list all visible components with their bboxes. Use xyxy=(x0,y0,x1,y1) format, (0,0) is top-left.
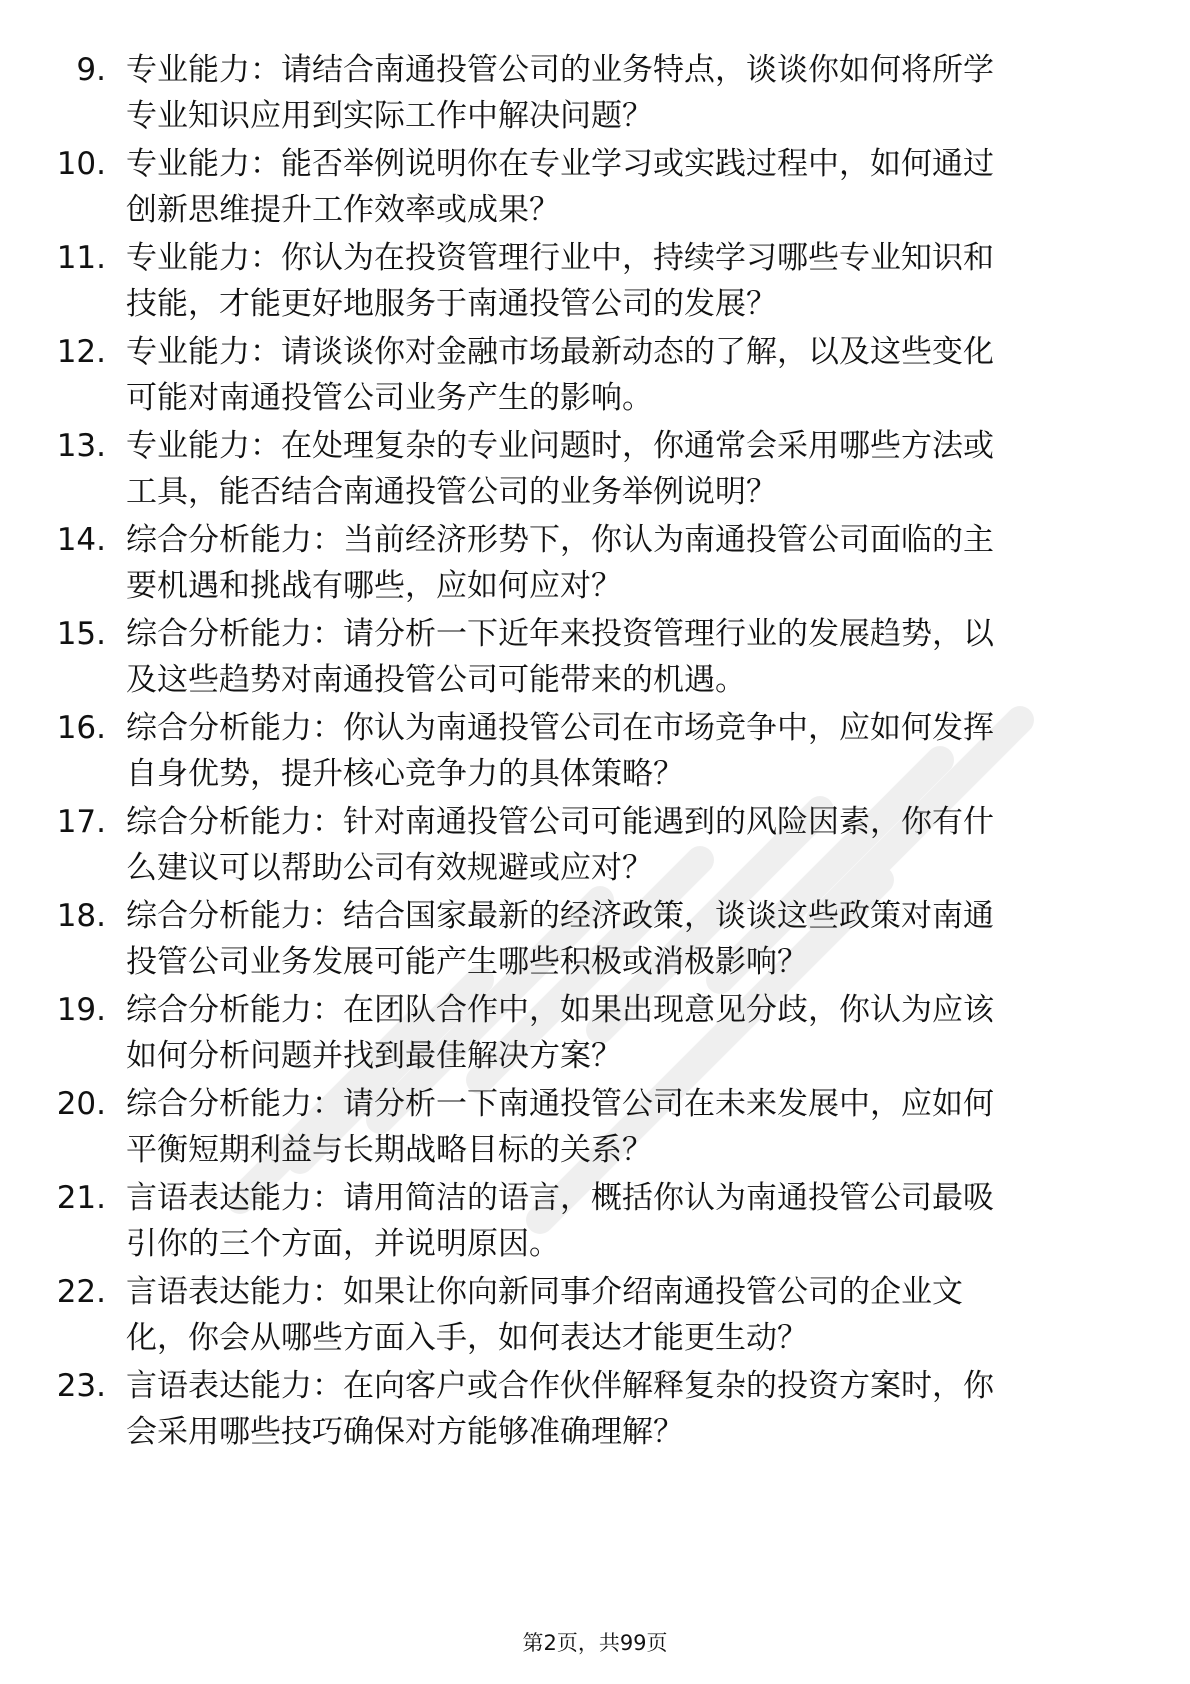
question-item xyxy=(0,47,1190,147)
question-line: 专业能力：在处理复杂的专业问题时，你通常会采用哪些方法或 xyxy=(126,428,994,464)
question-number: 12. xyxy=(56,334,106,370)
question-line: 综合分析能力：在团队合作中，如果出现意见分歧，你认为应该 xyxy=(126,992,994,1028)
question-number: 16. xyxy=(56,710,106,746)
question-item xyxy=(0,1175,1190,1275)
question-text xyxy=(126,141,1126,233)
question-text xyxy=(126,987,1126,1079)
question-text xyxy=(126,799,1126,891)
question-line: 工具，能否结合南通投管公司的业务举例说明？ xyxy=(126,474,777,510)
question-line: 如何分析问题并找到最佳解决方案？ xyxy=(126,1038,622,1074)
question-item xyxy=(0,1363,1190,1463)
question-line: 可能对南通投管公司业务产生的影响。 xyxy=(126,380,653,416)
question-item xyxy=(0,1269,1190,1369)
question-line: 要机遇和挑战有哪些，应如何应对？ xyxy=(126,568,622,604)
question-line: 综合分析能力：结合国家最新的经济政策，谈谈这些政策对南通 xyxy=(126,898,994,934)
question-item xyxy=(0,1081,1190,1181)
question-item xyxy=(0,141,1190,241)
question-line: 引你的三个方面，并说明原因。 xyxy=(126,1226,560,1262)
question-number: 21. xyxy=(56,1180,106,1216)
question-number: 11. xyxy=(56,240,106,276)
question-number: 10. xyxy=(56,146,106,182)
question-line: 平衡短期利益与长期战略目标的关系？ xyxy=(126,1132,653,1168)
question-line: 自身优势，提升核心竞争力的具体策略？ xyxy=(126,756,684,792)
question-line: 投管公司业务发展可能产生哪些积极或消极影响？ xyxy=(126,944,808,980)
question-item xyxy=(0,987,1190,1087)
question-number: 23. xyxy=(56,1368,106,1404)
question-item xyxy=(0,705,1190,805)
question-line: 专业能力：能否举例说明你在专业学习或实践过程中，如何通过 xyxy=(126,146,994,182)
question-item xyxy=(0,329,1190,429)
question-number: 13. xyxy=(56,428,106,464)
question-line: 么建议可以帮助公司有效规避或应对？ xyxy=(126,850,653,886)
question-line: 专业能力：请结合南通投管公司的业务特点，谈谈你如何将所学 xyxy=(126,52,994,88)
question-item xyxy=(0,799,1190,899)
question-line: 专业能力：请谈谈你对金融市场最新动态的了解，以及这些变化 xyxy=(126,334,994,370)
question-item xyxy=(0,517,1190,617)
question-line: 技能，才能更好地服务于南通投管公司的发展？ xyxy=(126,286,777,322)
question-number: 18. xyxy=(56,898,106,934)
question-number: 22. xyxy=(56,1274,106,1310)
question-text xyxy=(126,893,1126,985)
question-number: 9. xyxy=(76,52,106,88)
question-text xyxy=(126,1081,1126,1173)
question-line: 综合分析能力：针对南通投管公司可能遇到的风险因素，你有什 xyxy=(126,804,994,840)
question-line: 综合分析能力：你认为南通投管公司在市场竞争中，应如何发挥 xyxy=(126,710,994,746)
question-line: 言语表达能力：如果让你向新同事介绍南通投管公司的企业文 xyxy=(126,1274,963,1310)
question-line: 综合分析能力：请分析一下近年来投资管理行业的发展趋势，以 xyxy=(126,616,994,652)
question-text xyxy=(126,611,1126,703)
question-text xyxy=(126,1269,1126,1361)
question-line: 言语表达能力：在向客户或合作伙伴解释复杂的投资方案时，你 xyxy=(126,1368,994,1404)
question-line: 综合分析能力：当前经济形势下，你认为南通投管公司面临的主 xyxy=(126,522,994,558)
question-number: 17. xyxy=(56,804,106,840)
question-number: 19. xyxy=(56,992,106,1028)
page-footer: 第2页，共99页 xyxy=(522,1631,668,1655)
question-text xyxy=(126,423,1126,515)
question-number: 14. xyxy=(56,522,106,558)
question-text xyxy=(126,329,1126,421)
question-number: 15. xyxy=(56,616,106,652)
question-text xyxy=(126,1363,1126,1455)
question-line: 言语表达能力：请用简洁的语言，概括你认为南通投管公司最吸 xyxy=(126,1180,994,1216)
question-text xyxy=(126,47,1126,139)
question-item xyxy=(0,893,1190,993)
question-number: 20. xyxy=(56,1086,106,1122)
question-line: 专业能力：你认为在投资管理行业中，持续学习哪些专业知识和 xyxy=(126,240,994,276)
question-line: 综合分析能力：请分析一下南通投管公司在未来发展中，应如何 xyxy=(126,1086,994,1122)
question-text xyxy=(126,235,1126,327)
question-line: 会采用哪些技巧确保对方能够准确理解？ xyxy=(126,1414,684,1450)
question-line: 及这些趋势对南通投管公司可能带来的机遇。 xyxy=(126,662,746,698)
question-line: 化，你会从哪些方面入手，如何表达才能更生动？ xyxy=(126,1320,808,1356)
question-item xyxy=(0,423,1190,523)
question-line: 创新思维提升工作效率或成果？ xyxy=(126,192,560,228)
question-text xyxy=(126,705,1126,797)
question-line: 专业知识应用到实际工作中解决问题？ xyxy=(126,98,653,134)
question-text xyxy=(126,1175,1126,1267)
question-item xyxy=(0,235,1190,335)
question-text xyxy=(126,517,1126,609)
question-item xyxy=(0,611,1190,711)
